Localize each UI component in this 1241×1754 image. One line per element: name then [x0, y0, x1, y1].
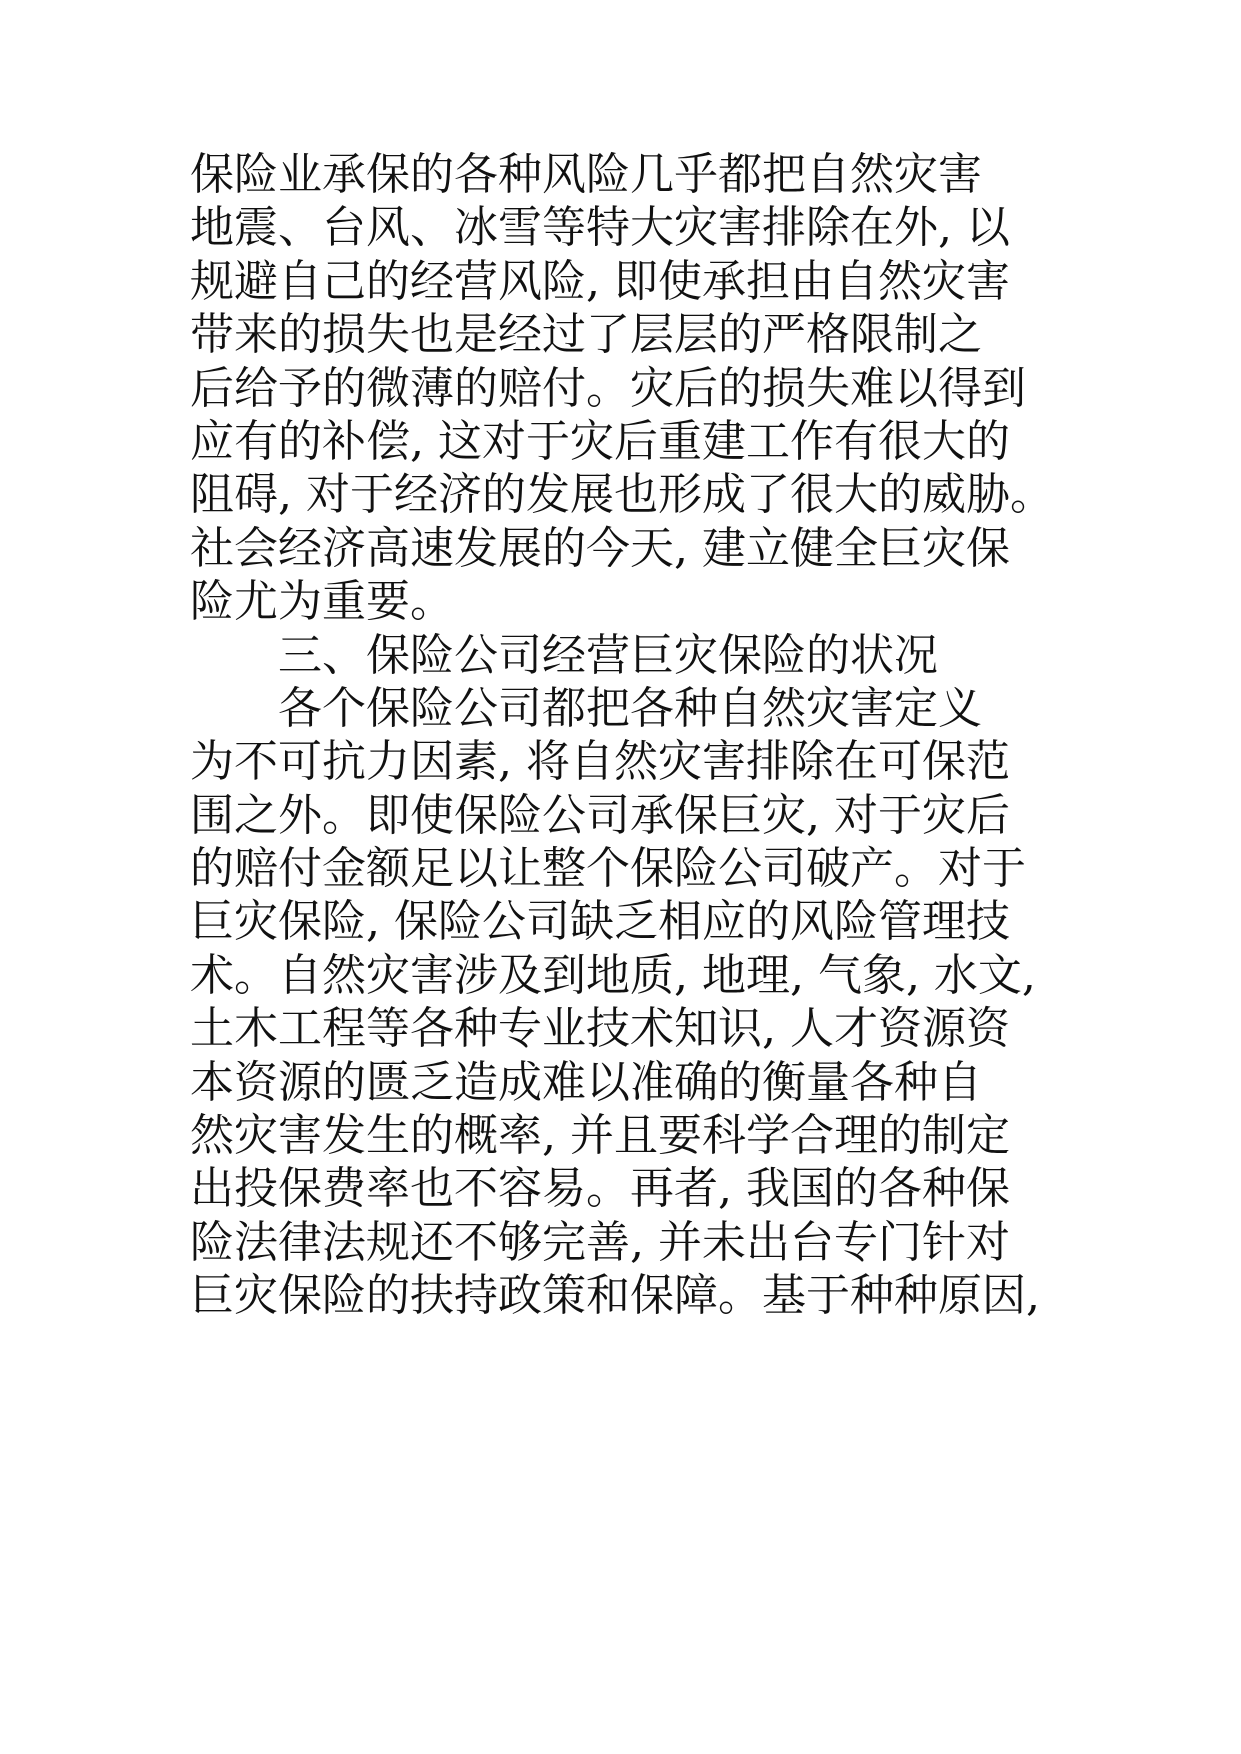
text-line: 为不可抗力因素, 将自然灾害排除在可保范 [190, 736, 1010, 788]
text-line: 巨灾保险, 保险公司缺乏相应的风险管理技 [190, 896, 1010, 948]
text-line: 术。自然灾害涉及到地质, 地理, 气象, 水文, [190, 949, 1036, 1001]
text-line: 地震、台风、冰雪等特大灾害排除在外, 以 [190, 202, 1010, 254]
text-line: 围之外。即使保险公司承保巨灾, 对于灾后 [190, 789, 1010, 841]
text-line: 然灾害发生的概率, 并且要科学合理的制定 [190, 1110, 1010, 1162]
text-line: 巨灾保险的扶持政策和保障。基于种种原因, [190, 1270, 1040, 1322]
text-line: 社会经济高速发展的今天, 建立健全巨灾保 [190, 522, 1010, 574]
text-line: 阻碍, 对于经济的发展也形成了很大的威胁。 [190, 469, 1054, 521]
text-line: 土木工程等各种专业技术知识, 人才资源资 [190, 1003, 1010, 1055]
text-line: 后给予的微薄的赔付。灾后的损失难以得到 [190, 362, 1026, 414]
text-line: 保险业承保的各种风险几乎都把自然灾害 [190, 149, 982, 200]
paragraph-first-line: 各个保险公司都把各种自然灾害定义 [278, 682, 982, 734]
section-heading: 三、保险公司经营巨灾保险的状况 [278, 629, 938, 681]
body-text [190, 148, 1070, 1323]
text-line: 险尤为重要。 [190, 576, 454, 628]
text-line: 的赔付金额足以让整个保险公司破产。对于 [190, 843, 1026, 895]
text-line: 险法律法规还不够完善, 并未出台专门针对 [190, 1216, 1010, 1268]
text-line: 规避自己的经营风险, 即使承担由自然灾害 [190, 255, 1010, 307]
text-line: 本资源的匮乏造成难以准确的衡量各种自 [190, 1056, 982, 1108]
text-line: 应有的补偿, 这对于灾后重建工作有很大的 [190, 415, 1010, 467]
text-line: 出投保费率也不容易。再者, 我国的各种保 [190, 1163, 1010, 1215]
text-line: 带来的损失也是经过了层层的严格限制之 [190, 309, 982, 361]
